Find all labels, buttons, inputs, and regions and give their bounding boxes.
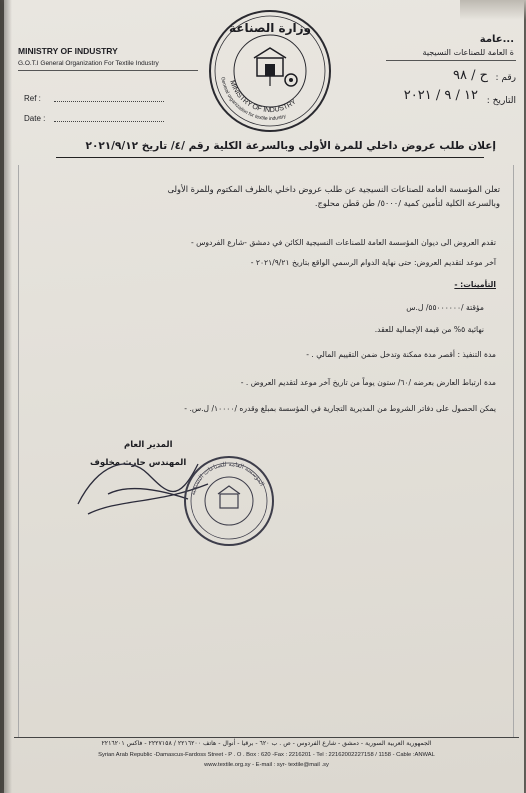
logo-ring-text-en: MINISTRY OF INDUSTRY (228, 79, 298, 115)
date-label-ar: التاريخ : (486, 96, 516, 106)
bullet-guarantees-heading: التأمينات: - (46, 280, 496, 290)
bullet-deadline: آخر موعد لتقديم العروض: حتى نهاية الدوام الرسمي الواقع بتاريخ ٢٠٢١/٩/٢١ - (46, 258, 496, 268)
bullet-final-guarantee: نهائية ٥% من قيمة الإجمالية للعقد. (374, 325, 484, 334)
date-dotted-line (54, 121, 164, 122)
date-label: Date : (24, 114, 46, 123)
signature-name: المهندس حارث مخلوف (90, 458, 187, 468)
footer-address-ar: الجمهورية العربية السورية - دمشق - شارع الفردوس - ص . ب ٦٢٠ - برقيا - أنوال - هاتف ٢٢١٦٢٠٠ / ٢٢٢٧١٥٨ - فاكس ٢٢١٦٢٠١ (101, 740, 432, 747)
page-frame-left (18, 165, 19, 737)
page-fold-shadow (460, 0, 526, 20)
organization-name-ar: ة العامة للصناعات النسيجية (422, 48, 514, 57)
stamp-emblem-icon (218, 486, 240, 508)
logo-arabic-title: وزارة الصناعة (229, 21, 311, 35)
logo-ring-text-en2: General organization for textile industry (219, 76, 287, 123)
bullet-submission-place: تقدم العروض الى ديوان المؤسسة العامة للصناعات النسيجية الكائن في دمشق -شارع الفردوس - (46, 238, 496, 248)
intro-paragraph-line-2: وبالسرعة الكلية لتأمين كمية /٥٠٠٠/ طن قطن محلوج. (314, 198, 500, 208)
footer-web-email: www.textile.org.sy - E-mail : syr- textile@mail .sy (204, 762, 329, 768)
ref-label: Ref : (24, 94, 41, 103)
signature-title: المدير العام (124, 440, 173, 450)
header-divider-right (386, 60, 516, 61)
bullet-temporary-guarantee: مؤقتة /٥٥٠٠٠٠٠٠/ ل.س (406, 303, 484, 312)
factory-icon (254, 48, 286, 86)
official-stamp (182, 454, 276, 548)
intro-paragraph-line-1: تعلن المؤسسة العامة للصناعات النسيجية عن طلب عروض داخلي بالظرف المكتوم وللمرة الأولى (167, 184, 500, 194)
bullet-conditions-booklet: يمكن الحصول على دفاتر الشروط من المديرية التجارية في المؤسسة بمبلغ وقدره /١٠٠٠٠/ ل.س. - (46, 404, 496, 414)
ministry-name-en: MINISTRY OF INDUSTRY (18, 46, 118, 56)
number-value-handwritten: ح / ٩٨ (452, 68, 488, 83)
ministry-logo-seal (207, 8, 333, 134)
title-underline (56, 157, 484, 158)
organization-name-en: G.O.T.I General Organization For Textile Industry (18, 60, 159, 67)
bullet-execution-period: مدة التنفيذ : أقصر مدة ممكنة وتدخل ضمن التقييم المالي . - (46, 350, 496, 360)
footer-address-en: Syrian Arab Republic -Damascus-Fardoss Street - P . O . Box : 620 -Fax : 2216201 - Tel : 22162002227158 / 1158 - Cable :ANWAL (98, 752, 435, 758)
footer-divider (14, 737, 519, 738)
scan-edge-shadow (0, 0, 12, 793)
stamp-ring-text: المؤسسة العامة للصناعات النسيجية (189, 460, 266, 496)
announcement-title: إعلان طلب عروض داخلي للمرة الأولى وبالسرعة الكلية رقم /٤/ تاريخ ٢٠٢١/٩/١٢ (85, 140, 496, 152)
ministry-name-ar: ...عامة (479, 34, 514, 45)
gear-icon (285, 74, 297, 86)
date-value-handwritten: ١٢ / ٩ / ٢٠٢١ (403, 88, 478, 103)
page-frame-right (513, 165, 514, 737)
bullet-offer-validity: مدة ارتباط العارض بعرضه /٦٠/ ستون يوماً من تاريخ آخر موعد لتقديم العروض . - (46, 378, 496, 388)
ref-dotted-line (54, 101, 164, 102)
number-label-ar: رقم : (495, 73, 516, 83)
header-divider-left (18, 70, 198, 71)
document-page (4, 0, 524, 793)
